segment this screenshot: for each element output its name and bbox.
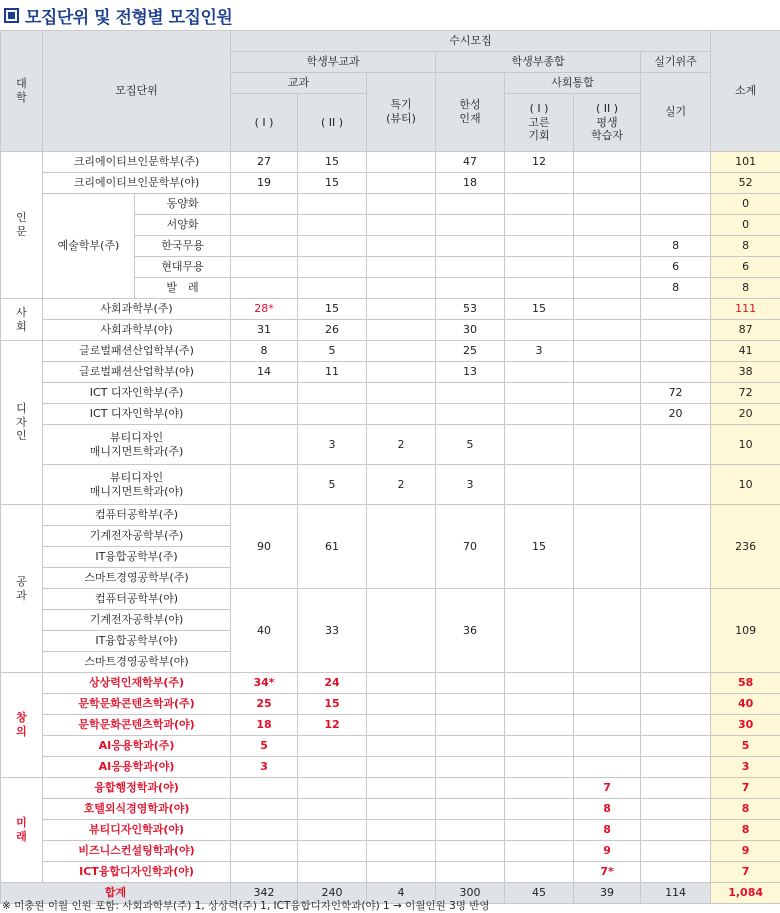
total-label: 합계	[1, 883, 231, 904]
subtotal-cell: 8	[711, 820, 780, 841]
value-cell: 15	[298, 299, 367, 320]
unit-cell: 크리에이티브인문학부(야)	[43, 173, 231, 194]
value-cell: 3	[436, 465, 505, 505]
value-cell: 18	[231, 715, 298, 736]
value-cell: 2	[367, 465, 436, 505]
value-cell: 8	[641, 278, 711, 299]
unit-cell: 사회과학부(야)	[43, 320, 231, 341]
value-cell: 8	[574, 799, 641, 820]
unit-cell: AI응용학과(야)	[43, 757, 231, 778]
subtotal-cell: 8	[711, 236, 780, 257]
subtotal-cell: 3	[711, 757, 780, 778]
header-gyogwa: 교과	[231, 73, 367, 94]
page-title	[4, 0, 232, 30]
value-cell: 27	[231, 152, 298, 173]
value-cell: 90	[231, 505, 298, 589]
value-cell: 8	[231, 341, 298, 362]
value-cell: 2	[367, 425, 436, 465]
value-cell	[367, 152, 436, 173]
subtotal-cell: 40	[711, 694, 780, 715]
table-row	[1, 736, 780, 757]
header-s1: ( I ) 고른 기회	[505, 94, 574, 152]
subtotal-cell: 7	[711, 778, 780, 799]
subtotal-cell: 111	[711, 299, 780, 320]
value-cell: 25	[436, 341, 505, 362]
value-cell: 14	[231, 362, 298, 383]
table-row	[1, 589, 780, 610]
unit-line: 뷰티디자인	[109, 430, 164, 444]
unit-cell: 한국무용	[135, 236, 231, 257]
value-cell: 25	[231, 694, 298, 715]
value-cell	[574, 173, 641, 194]
unit-cell: 글로벌패션산업학부(야)	[43, 362, 231, 383]
unit-line: 매니지먼트학과(야)	[89, 484, 184, 498]
total-cell: 300	[436, 883, 505, 904]
unit-cell: 융합행정학과(야)	[43, 778, 231, 799]
value-cell: 36	[436, 589, 505, 673]
header-unit: 모집단위	[43, 31, 231, 152]
table-row	[1, 152, 780, 173]
table-row	[1, 404, 780, 425]
unit-cell: 서양화	[135, 215, 231, 236]
value-cell: 70	[436, 505, 505, 589]
unit-cell: 글로벌패션산업학부(주)	[43, 341, 231, 362]
table-row	[1, 799, 780, 820]
subtotal-cell: 5	[711, 736, 780, 757]
unit-cell: 동양화	[135, 194, 231, 215]
subtotal-cell: 6	[711, 257, 780, 278]
subtotal-cell: 30	[711, 715, 780, 736]
grand-total-cell: 1,084	[711, 883, 780, 904]
unit-cell	[43, 425, 231, 465]
table-row	[1, 505, 780, 526]
unit-cell: 컴퓨터공학부(야)	[43, 589, 231, 610]
value-cell: 3	[298, 425, 367, 465]
table-row	[1, 694, 780, 715]
value-cell: 8	[574, 820, 641, 841]
value-cell: 7	[574, 778, 641, 799]
value-cell: 24	[298, 673, 367, 694]
total-cell: 114	[641, 883, 711, 904]
table-row	[1, 715, 780, 736]
subtotal-cell: 38	[711, 362, 780, 383]
unit-cell: 사회과학부(주)	[43, 299, 231, 320]
subtotal-cell: 0	[711, 215, 780, 236]
unit-cell: 발 레	[135, 278, 231, 299]
square-bullet-icon	[4, 8, 19, 23]
value-cell: 15	[298, 694, 367, 715]
header-susi: 수시모집	[231, 31, 711, 52]
unit-line: 뷰티디자인	[109, 470, 164, 484]
unit-cell: IT융합공학부(야)	[43, 631, 231, 652]
unit-cell: ICT융합디자인학과(야)	[43, 862, 231, 883]
subtotal-cell: 101	[711, 152, 780, 173]
table-row	[1, 383, 780, 404]
value-cell	[641, 173, 711, 194]
value-cell: 20	[641, 404, 711, 425]
value-cell: 5	[436, 425, 505, 465]
unit-cell: 상상력인재학부(주)	[43, 673, 231, 694]
value-cell: 15	[298, 152, 367, 173]
value-cell: 15	[505, 299, 574, 320]
total-cell: 4	[367, 883, 436, 904]
table-row	[1, 425, 780, 465]
header-s2: ( II ) 평생 학습자	[574, 94, 641, 152]
value-cell	[641, 152, 711, 173]
group-mirae: 미 래	[1, 778, 43, 883]
admission-quota-table	[0, 30, 780, 904]
subtotal-cell: 87	[711, 320, 780, 341]
value-cell: 28*	[231, 299, 298, 320]
table-row	[1, 841, 780, 862]
subtotal-cell: 8	[711, 278, 780, 299]
table-row	[1, 820, 780, 841]
value-cell: 12	[505, 152, 574, 173]
value-cell: 13	[436, 362, 505, 383]
group-changui: 창 의	[1, 673, 43, 778]
value-cell: 5	[231, 736, 298, 757]
value-cell: 15	[298, 173, 367, 194]
unit-cell: AI응용학과(주)	[43, 736, 231, 757]
unit-line: 매니지먼트학과(주)	[89, 444, 184, 458]
subtotal-cell: 236	[711, 505, 780, 589]
subtotal-cell: 72	[711, 383, 780, 404]
subtotal-cell: 10	[711, 465, 780, 505]
header-hansung: 한성 인재	[436, 73, 505, 152]
value-cell: 31	[231, 320, 298, 341]
footnote: ※ 미충원 이월 인원 포함: 사회과학부(주) 1, 상상력(주) 1, ICT융합디자인학과(야) 1 → 이월인원 3명 반영	[2, 900, 490, 912]
total-cell: 45	[505, 883, 574, 904]
unit-cell	[43, 465, 231, 505]
unit-cell: 현대무용	[135, 257, 231, 278]
unit-art-school: 예술학부(주)	[43, 194, 135, 299]
table-row	[1, 341, 780, 362]
table-row	[1, 299, 780, 320]
table-row	[1, 862, 780, 883]
header-silgi: 실기	[641, 73, 711, 152]
subtotal-cell: 8	[711, 799, 780, 820]
value-cell	[505, 173, 574, 194]
unit-cell: 컴퓨터공학부(주)	[43, 505, 231, 526]
value-cell: 11	[298, 362, 367, 383]
unit-cell: ICT 디자인학부(야)	[43, 404, 231, 425]
unit-cell: 비즈니스컨설팅학과(야)	[43, 841, 231, 862]
unit-cell: 뷰티디자인학과(야)	[43, 820, 231, 841]
unit-cell: 문학문화콘텐츠학과(야)	[43, 715, 231, 736]
value-cell: 3	[505, 341, 574, 362]
value-cell: 7*	[574, 862, 641, 883]
header-subtotal: 소계	[711, 31, 780, 152]
unit-cell: 스마트경영공학부(야)	[43, 652, 231, 673]
value-cell: 6	[641, 257, 711, 278]
value-cell: 40	[231, 589, 298, 673]
table-row	[1, 173, 780, 194]
subtotal-cell: 52	[711, 173, 780, 194]
subtotal-cell: 7	[711, 862, 780, 883]
value-cell: 5	[298, 341, 367, 362]
table-row	[1, 673, 780, 694]
header-silgi-group: 실기위주	[641, 52, 711, 73]
table-row	[1, 465, 780, 505]
header-college: 대 학	[1, 31, 43, 152]
header-c1: ( I )	[231, 94, 298, 152]
subtotal-cell: 9	[711, 841, 780, 862]
value-cell: 33	[298, 589, 367, 673]
unit-cell: 문학문화콘텐츠학과(주)	[43, 694, 231, 715]
header-c2: ( II )	[298, 94, 367, 152]
value-cell: 18	[436, 173, 505, 194]
unit-cell: IT융합공학부(주)	[43, 547, 231, 568]
header-gyogwa-group: 학생부교과	[231, 52, 436, 73]
table-row	[1, 320, 780, 341]
unit-cell: 스마트경영공학부(주)	[43, 568, 231, 589]
group-design: 디 자 인	[1, 341, 43, 505]
table-row	[1, 778, 780, 799]
subtotal-cell: 0	[711, 194, 780, 215]
subtotal-cell: 58	[711, 673, 780, 694]
value-cell: 47	[436, 152, 505, 173]
value-cell: 30	[436, 320, 505, 341]
page-title-text: 모집단위 및 전형별 모집인원	[25, 7, 233, 28]
value-cell: 53	[436, 299, 505, 320]
value-cell: 26	[298, 320, 367, 341]
header-social: 사회통합	[505, 73, 641, 94]
group-gonggwa: 공 과	[1, 505, 43, 673]
table-row	[1, 757, 780, 778]
value-cell: 34*	[231, 673, 298, 694]
value-cell: 19	[231, 173, 298, 194]
value-cell: 72	[641, 383, 711, 404]
value-cell	[574, 152, 641, 173]
value-cell: 9	[574, 841, 641, 862]
unit-cell: 호텔외식경영학과(야)	[43, 799, 231, 820]
value-cell: 15	[505, 505, 574, 589]
unit-cell: 기계전자공학부(주)	[43, 526, 231, 547]
subtotal-cell: 20	[711, 404, 780, 425]
value-cell: 5	[298, 465, 367, 505]
subtotal-cell: 109	[711, 589, 780, 673]
subtotal-cell: 41	[711, 341, 780, 362]
unit-cell: 기계전자공학부(야)	[43, 610, 231, 631]
subtotal-cell: 10	[711, 425, 780, 465]
total-cell: 39	[574, 883, 641, 904]
value-cell: 8	[641, 236, 711, 257]
header-teukgi: 특기 (뷰티)	[367, 73, 436, 152]
unit-cell: 크리에이티브인문학부(주)	[43, 152, 231, 173]
table-row	[1, 362, 780, 383]
table-row	[1, 194, 780, 215]
value-cell: 61	[298, 505, 367, 589]
value-cell: 3	[231, 757, 298, 778]
group-sahoe: 사 회	[1, 299, 43, 341]
group-inmun: 인 문	[1, 152, 43, 299]
total-cell: 342	[231, 883, 298, 904]
value-cell: 12	[298, 715, 367, 736]
value-cell	[367, 173, 436, 194]
header-jonghap-group: 학생부종합	[436, 52, 641, 73]
unit-cell: ICT 디자인학부(주)	[43, 383, 231, 404]
total-cell: 240	[298, 883, 367, 904]
